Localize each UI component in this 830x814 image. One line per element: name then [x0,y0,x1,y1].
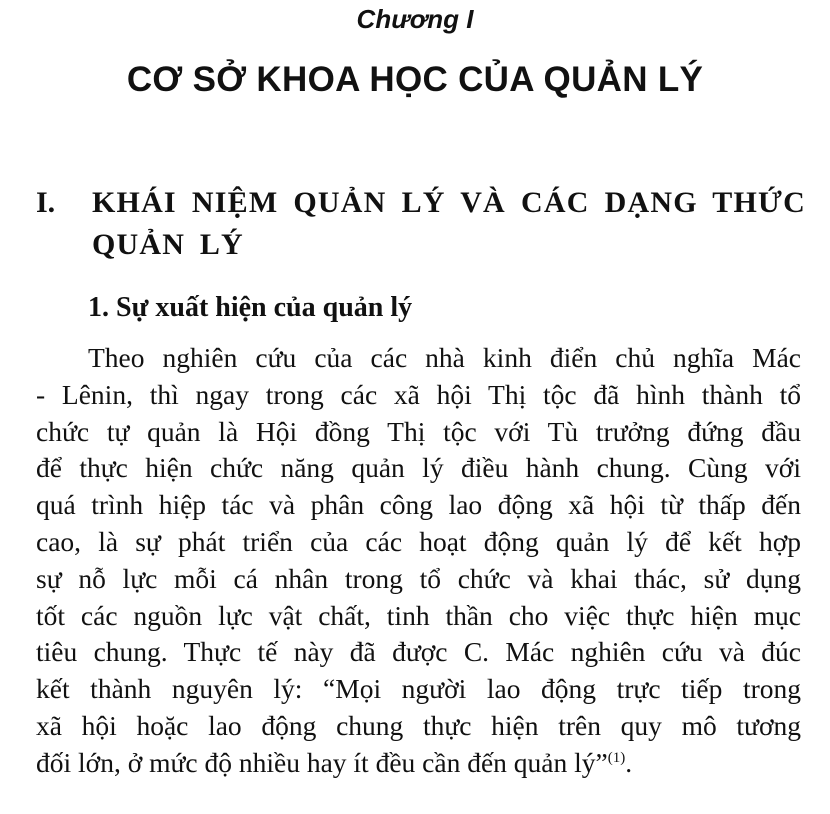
paragraph-line: cao, là sự phát triển của các hoạt động quản lý để kết hợp [36,525,801,557]
paragraph-line: tốt các nguồn lực vật chất, tinh thần cho việc thực hiện mục [36,599,801,631]
body-paragraph [36,340,801,782]
paragraph-line: kết thành nguyên lý: “Mọi người lao động trực tiếp trong [36,673,801,705]
section-number: I. [36,186,56,219]
paragraph-line: để thực hiện chức năng quản lý điều hành chung. Cùng với [36,452,801,484]
chapter-label: Chương I [356,4,474,34]
paragraph-line: chức tự quản là Hội đồng Thị tộc với Tù trưởng đứng đầu [36,415,801,447]
paragraph-line: sự nỗ lực mỗi cá nhân trong tổ chức và khai thác, sử dụng [36,562,801,594]
section-title: KHÁI NIỆM QUẢN LÝ VÀ CÁC DẠNG THỨC QUẢN LÝ [92,186,806,261]
paragraph-line: quá trình hiệp tác và phân công lao động xã hội từ thấp đến [36,489,801,521]
paragraph-line: Theo nghiên cứu của các nhà kinh điển chủ nghĩa Mác [88,342,801,373]
footnote-reference[interactable]: (1) [607,749,626,766]
paragraph-line-text: đối lớn, ở mức độ nhiều hay ít đều cần đến quản lý” [36,746,608,778]
subsection-heading: 1. Sự xuất hiện của quản lý [88,292,413,323]
paragraph-line: tiêu chung. Thực tế này đã được C. Mác nghiên cứu và đúc [36,636,801,668]
paragraph-last-line [36,745,801,782]
sentence-end-punctuation: . [625,746,633,778]
paragraph-line: xã hội hoặc lao động chung thực hiện trên quy mô tương [36,709,801,741]
paragraph-line: - Lênin, thì ngay trong các xã hội Thị tộc đã hình thành tổ [36,378,801,410]
chapter-title: CƠ SỞ KHOA HỌC CỦA QUẢN LÝ [126,60,704,99]
